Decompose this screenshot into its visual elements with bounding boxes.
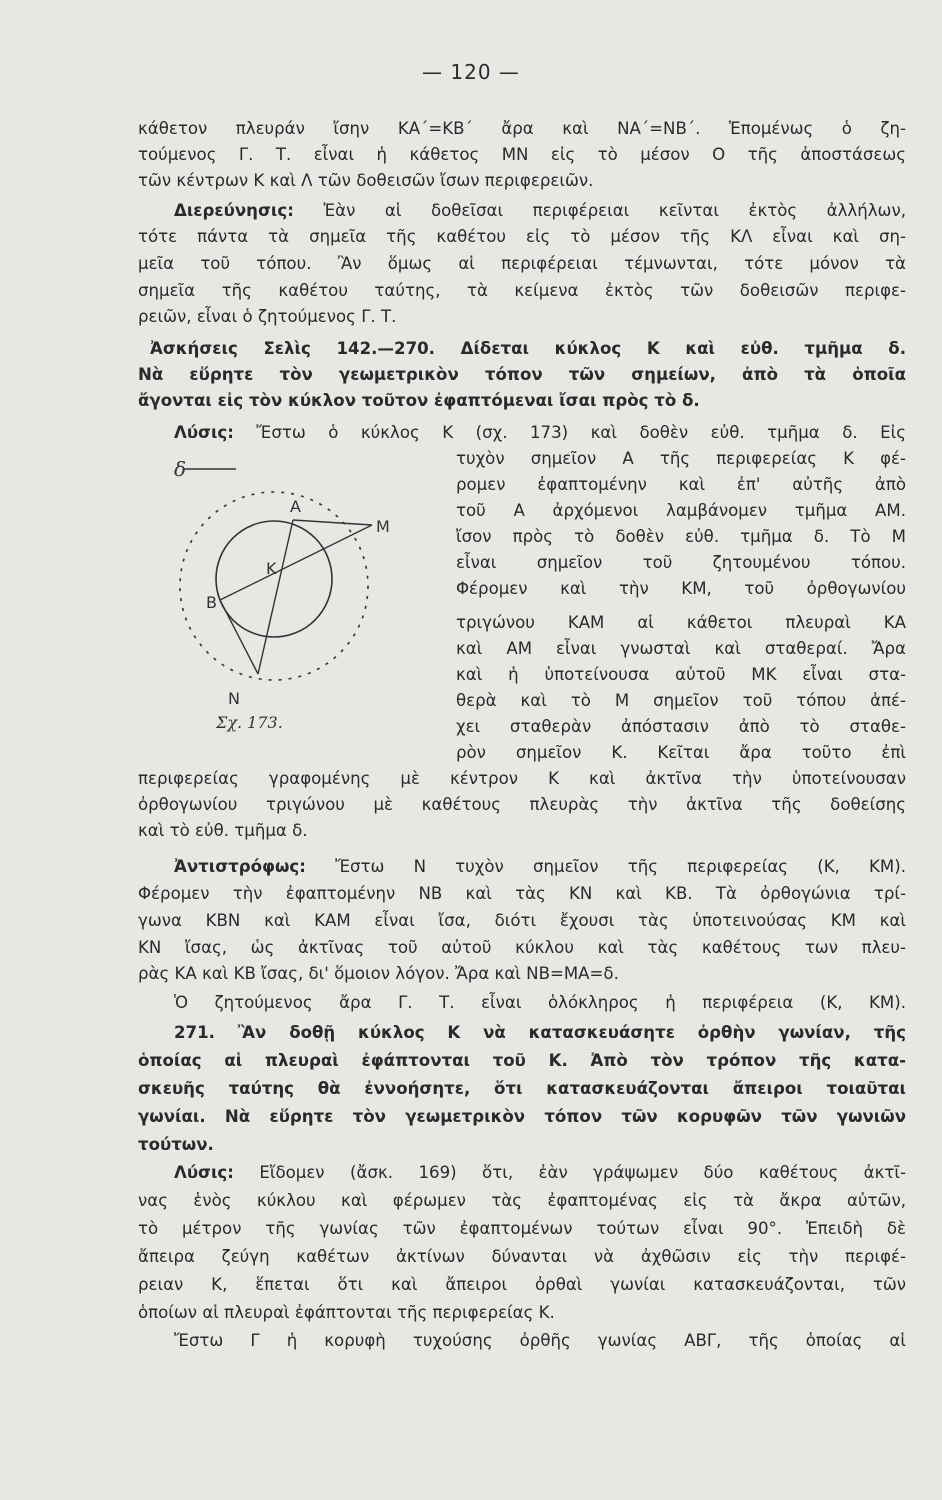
text-line: καὶ τὸ εὐθ. τμῆμα δ. [138,821,308,840]
lysis-label: Λύσις: [174,423,234,442]
text-line: ρὰς ΚΑ καὶ ΚΒ ἴσας, δι' ὅμοιον λόγον. Ἄρα καὶ ΝΒ=ΜΑ=δ. [138,964,619,983]
lysis-line [174,1162,906,1184]
text-line: ΚΝ ἴσας, ὡς ἀκτῖνας τοῦ αὐτοῦ κύκλου καὶ τὰς καθέτους των πλευ- [138,938,906,957]
text-line: ὀρθογωνίου τριγώνου μὲ καθέτους πλευρὰς τὴν ἀκτῖνα τῆς δοθείσης [138,795,906,814]
problem-271-line: ὁποίας αἱ πλευραὶ ἐφάπτονται τοῦ Κ. Ἀπὸ τὸν τρόπον τῆς κατα- [138,1051,906,1070]
text-line: Ὁ ζητούμενος ἄρα Γ. Τ. εἶναι ὁλόκληρος ἡ περιφέρεια (Κ, ΚΜ). [174,993,906,1012]
problem-271-line: τούτων. [138,1135,214,1154]
diereunisis-line [174,200,906,222]
diereunisis-first: Ἐὰν αἱ δοθεῖσαι περιφέρειαι κεῖνται ἐκτὸς ἀλλήλων, [293,201,906,220]
problem-271-line: 271. Ἂν δοθῇ κύκλος Κ νὰ κατασκευάσητε ὀρθὴν γωνίαν, τῆς [174,1023,906,1042]
problem-271-line: σκευῆς ταύτης θὰ ἐννοήσητε, ὅτι κατασκευάζονται ἄπειροι τοιαῦται [138,1079,906,1098]
text-line: τούμενος Γ. Τ. εἶναι ἡ κάθετος ΜΝ εἰς τὸ μέσον Ο τῆς ἀποστάσεως [138,145,906,164]
problem-270-line: ἄγονται εἰς τὸν κύκλον τοῦτον ἐφαπτόμεναι ἴσαι πρὸς τὸ δ. [138,391,700,410]
text-line: καὶ ΑΜ εἶναι γνωσταὶ καὶ σταθεραί. Ἄρα [456,639,906,658]
text-line: τὸ μέτρον τῆς γωνίας τῶν ἐφαπτομένων τούτων εἶναι 90°. Ἐπειδὴ δὲ [138,1219,906,1238]
text-line: ρὸν σημεῖον Κ. Κεῖται ἄρα τοῦτο ἐπὶ [456,743,906,762]
antistrofos-first: Ἔστω Ν τυχὸν σημεῖον τῆς περιφερείας (Κ, ΚΜ). [305,857,906,876]
text-line: εἶναι σημεῖον τοῦ ζητουμένου τόπου. [456,553,906,572]
text-line: τῶν κέντρων Κ καὶ Λ τῶν δοθεισῶν ἴσων περιφερειῶν. [138,171,594,190]
figure-label-k: Κ [266,559,277,578]
circle-k [216,521,332,637]
diereunisis-label: Διερεύνησις: [174,201,294,220]
text-line: κάθετον πλευράν ἴσην ΚΑ΄=ΚΒ΄ ἄρα καὶ ΝΑ΄=ΝΒ΄. Ἑπομένως ὁ ζη- [138,119,906,138]
lysis-first: Ἔστω ὁ κύκλος Κ (σχ. 173) καὶ δοθὲν εὐθ. τμῆμα δ. Εἰς [233,423,906,442]
segment-an [258,520,293,674]
text-line: Φέρομεν καὶ τὴν ΚΜ, τοῦ ὀρθογωνίου [456,579,906,598]
text-line: τότε πάντα τὰ σημεῖα τῆς καθέτου εἰς τὸ μέσον τῆς ΚΛ εἶναι καὶ ση- [138,227,906,246]
text-line: μεῖα τοῦ τόπου. Ἂν ὅμως αἱ περιφέρειαι τέμνωνται, τότε μόνον τὰ [138,254,906,273]
figure-caption: Σχ. 173. [216,713,283,732]
figure-173 [170,452,430,752]
text-line: ἄπειρα ζεύγη καθέτων ἀκτίνων δύνανται νὰ ἀχθῶσιν εἰς τὴν περιφέ- [138,1247,906,1266]
text-line: ἴσον πρὸς τὸ δοθὲν εὐθ. τμῆμα δ. Τὸ Μ [456,527,906,546]
exercises-heading: Ἀσκήσεις Σελὶς 142.—270. Δίδεται κύκλος Κ καὶ εὐθ. τμῆμα δ. [150,339,906,358]
text-line: χει σταθερὰν ἀπόστασιν ἀπὸ τὸ σταθε- [456,717,906,736]
text-line: ρομεν ἐφαπτομένην καὶ ἐπ' αὐτῆς ἀπὸ [456,475,906,494]
text-line: τοῦ Α ἀρχόμενοι λαμβάνομεν τμῆμα ΑΜ. [456,501,906,520]
lysis-label: Λύσις: [174,1163,234,1182]
text-line: τριγώνου ΚΑΜ αἱ κάθετοι πλευραὶ ΚΑ [456,613,906,632]
text-line: ρειῶν, εἶναι ὁ ζητούμενος Γ. Τ. [138,307,397,326]
figure-label-m: Μ [376,517,390,536]
figure-label-b: Β [206,593,217,612]
text-line: γωνα ΚΒΝ καὶ ΚΑΜ εἶναι ἴσα, διότι ἔχουσι τὰς ὑποτεινούσας ΚΜ καὶ [138,911,906,930]
text-line: θερὰ καὶ τὸ Μ σημεῖον τοῦ τόπου ἀπέ- [456,691,906,710]
text-line: ρειαν Κ, ἕπεται ὅτι καὶ ἄπειροι ὀρθαὶ γωνίαι κατασκευάζονται, τῶν [138,1275,906,1294]
antistrofos-line [174,856,906,878]
lysis-first: Εἴδομεν (ἄσκ. 169) ὅτι, ἐὰν γράψωμεν δύο καθέτους ἀκτῖ- [233,1163,906,1182]
figure-label-a: Α [290,497,301,516]
segment-km [220,525,372,600]
tangent-bn [220,600,258,674]
page-number: — 120 — [422,60,520,84]
text-line: Φέρομεν τὴν ἐφαπτομένην ΝΒ καὶ τὰς ΚΝ καὶ ΚΒ. Τὰ ὀρθογώνια τρί- [138,884,906,903]
text-line: Ἔστω Γ ἡ κορυφὴ τυχούσης ὀρθῆς γωνίας ΑΒΓ, τῆς ὁποίας αἱ [174,1331,906,1350]
text-line: περιφερείας γραφομένης μὲ κέντρον Κ καὶ ἀκτῖνα τὴν ὑποτείνουσαν [138,769,906,788]
problem-270-line: Νὰ εὕρητε τὸν γεωμετρικὸν τόπον τῶν σημείων, ἀπὸ τὰ ὁποῖα [138,365,906,384]
figure-label-n: Ν [228,689,240,708]
text-line: νας ἑνὸς κύκλου καὶ φέρωμεν τὰς ἐφαπτομένας εἰς τὰ ἄκρα αὐτῶν, [138,1191,906,1210]
lysis-line [174,422,906,444]
text-line: ὁποίων αἱ πλευραὶ ἐφάπτονται τῆς περιφερείας Κ. [138,1303,555,1322]
figure-label-delta: δ [174,457,187,481]
text-line: καὶ ἡ ὑποτείνουσα αὐτοῦ ΜΚ εἶναι στα- [456,665,906,684]
tangent-am [293,520,372,525]
problem-271-line: γωνίαι. Νὰ εὕρητε τὸν γεωμετρικὸν τόπον τῶν κορυφῶν τῶν γωνιῶν [138,1107,906,1126]
text-line: σημεῖα τῆς καθέτου ταύτης, τὰ κείμενα ἐκτὸς τῶν δοθεισῶν περιφε- [138,281,906,300]
antistrofos-label: Ἀντιστρόφως: [174,857,306,876]
text-line: τυχὸν σημεῖον Α τῆς περιφερείας Κ φέ- [456,449,906,468]
